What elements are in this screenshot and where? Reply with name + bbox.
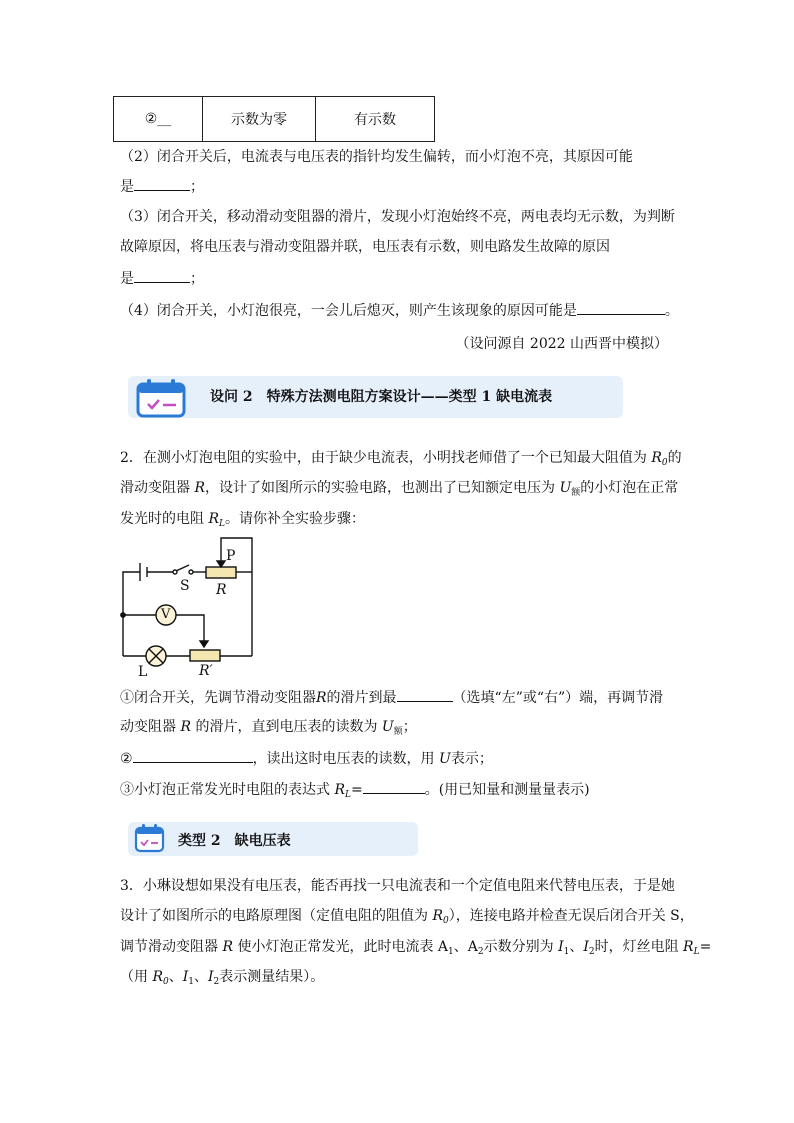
q3-line4-r0-sub: 0 — [163, 977, 169, 987]
q1-part3-end: ； — [190, 271, 204, 287]
q3-line2-text-a: 设计了如图所示的电路原理图（定值电阻的阻值为 — [120, 908, 433, 924]
q1-part2-prefix: 是 — [120, 179, 134, 195]
q3-line4-i1: I — [182, 969, 189, 985]
q2-step3-line — [120, 779, 590, 805]
q3-line4-text-d: 表示测量结果）。 — [219, 969, 325, 985]
q1-part3-blank — [134, 268, 190, 283]
q2-line2-text-a: 滑动变阻器 — [120, 480, 195, 496]
q3-line4 — [120, 967, 324, 992]
q1-part3-line2: 故障原因，将电压表与滑动变阻器并联，电压表有示数，则电路发生故障的原因 — [120, 239, 610, 255]
q2-rl-sub: L — [219, 519, 225, 529]
q2-step1-end: ； — [402, 719, 417, 735]
q2-line1 — [120, 448, 682, 473]
q2-u: U — [559, 480, 572, 496]
q1-part4-end: 。 — [664, 303, 679, 319]
q2-line1-text: 2．在测小灯泡电阻的实验中，由于缺少电流表，小明找老师借了一个已知最大阻值为 — [120, 450, 652, 466]
q3-line3-text-b: 使小灯泡正常发光，此时电流表 A — [233, 939, 449, 955]
q3-line4-i2: I — [208, 969, 214, 985]
section-title-2: 类型 2 缺电压表 — [178, 833, 291, 849]
q3-line3-text-d: 示数分别为 — [483, 939, 559, 955]
q2-step2-u: U — [439, 751, 451, 767]
result-table — [113, 96, 435, 142]
q2-step1-blank — [397, 687, 453, 702]
q2-step1-text-b: 的滑片到最 — [326, 690, 397, 706]
q2-rl: R — [208, 511, 219, 527]
q2-u-sub: 额 — [571, 488, 581, 498]
q2-step2-text-c: 表示； — [450, 751, 493, 767]
q3-line4-i2-sub: 2 — [213, 977, 220, 987]
q1-part3-line1: （3）闭合开关，移动滑动变阻器的滑片，发现小灯泡始终不亮，两电表均无示数，为判断 — [120, 209, 675, 225]
circuit-label-p: P — [226, 548, 236, 564]
q3-line2-r0: R — [432, 908, 443, 924]
q2-step1-u-sub: 额 — [393, 727, 403, 737]
q2-step3-text-c: 。(用已知量和测量量表示) — [424, 782, 590, 798]
q2-r0: R — [651, 450, 662, 466]
q3-line3-a1-sub: 1 — [448, 947, 454, 957]
table-cell-voltmeter: 有示数 — [316, 97, 435, 142]
q3-line4-i1-sub: 1 — [188, 977, 194, 987]
q2-step2-text-b: ，读出这时电压表的读数，用 — [252, 751, 440, 767]
q2-line3-text-b: 。请你补全实验步骤： — [224, 511, 365, 527]
q3-line3-r: R — [222, 939, 233, 955]
q1-part2-line2 — [120, 176, 204, 197]
section-title-1: 设问 2 特殊方法测电阻方案设计——类型 1 缺电流表 — [210, 389, 553, 405]
q2-step1-r2: R — [180, 719, 191, 735]
q2-step3-rl: R — [334, 782, 345, 798]
calendar-icon — [134, 823, 166, 853]
source-note: （设问源自 2022 山西晋中模拟） — [455, 336, 668, 352]
q2-step1-text-c: （选填“左”或“右”）端，再调节滑 — [452, 690, 664, 706]
q1-part2-blank — [134, 176, 190, 191]
q2-step3-rl-sub: L — [345, 790, 351, 800]
circuit-label-l: L — [138, 664, 148, 680]
q2-step2-blank — [133, 748, 253, 763]
q3-line3-i1: I — [558, 939, 564, 955]
q3-line3-text-f: 时，灯丝电阻 — [594, 939, 684, 955]
q2-line2-text-c: 的小灯泡在正常 — [580, 480, 679, 496]
q2-step3-blank — [363, 779, 425, 794]
circuit-label-r-prime: R′ — [199, 663, 213, 679]
circuit-label-v: V — [161, 607, 171, 622]
q2-step1-text-a: ①闭合开关，先调节滑动变阻器 — [120, 690, 316, 706]
circuit-label-r: R — [216, 582, 227, 598]
q3-line3-text-a: 调节滑动变阻器 — [120, 939, 223, 955]
q3-line3-rl: R — [683, 939, 694, 955]
q1-part3-line3 — [120, 268, 204, 289]
table-cell-ammeter: 示数为零 — [203, 97, 316, 142]
q2-step1-text-d: 动变阻器 — [120, 719, 181, 735]
q3-line1: 3．小琳设想如果没有电压表，能否再找一只电流表和一个定值电阻来代替电压表，于是她 — [120, 878, 675, 894]
table-row — [114, 97, 435, 142]
q2-line3 — [120, 509, 365, 534]
circuit-label-s: S — [180, 578, 190, 594]
q3-line3-i2: I — [583, 939, 589, 955]
q2-step1-line2 — [120, 717, 417, 742]
q2-line2-text-b: ，设计了如图所示的实验电路，也测出了已知额定电压为 — [205, 480, 560, 496]
q3-line3-text-c: 、A — [453, 939, 478, 955]
q2-step3-eq: = — [350, 782, 363, 798]
q3-line2 — [120, 906, 694, 931]
q3-line3-i2-sub: 2 — [588, 947, 595, 957]
q3-line3-i1-sub: 1 — [563, 947, 570, 957]
circuit-diagram — [118, 536, 258, 682]
q2-line2 — [120, 478, 678, 503]
q3-line2-text-b: ），连接电路并检查无误后闭合开关 S， — [448, 908, 694, 924]
q1-part2-end: ； — [190, 179, 204, 195]
q2-step1-line1 — [120, 687, 663, 708]
q1-part4-blank — [577, 300, 665, 315]
q3-line3-sep: 、 — [569, 939, 584, 955]
q2-r: R — [194, 480, 205, 496]
q2-step3-text-a: ③小灯泡正常发光时电阻的表达式 — [120, 782, 335, 798]
q2-r0-sub: 0 — [661, 458, 668, 468]
q2-step2-line — [120, 748, 493, 769]
q3-line4-text-a: （用 — [120, 969, 153, 985]
q3-line4-sep1: 、 — [168, 969, 183, 985]
q3-line3 — [120, 937, 711, 962]
table-cell-case: ②__ — [114, 97, 203, 142]
q2-step1-text-e: 的滑片，直到电压表的读数为 — [191, 719, 382, 735]
q3-line3-eq: = — [699, 939, 712, 955]
q3-line4-sep2: 、 — [194, 969, 208, 985]
q2-step1-r: R — [316, 690, 327, 706]
q2-step2-num: ② — [120, 751, 133, 767]
q1-part3-prefix: 是 — [120, 271, 134, 287]
q2-step1-u: U — [381, 719, 394, 735]
q1-part4-line — [120, 300, 679, 321]
q3-line3-rl-sub: L — [693, 947, 700, 957]
q3-line4-r0: R — [152, 969, 163, 985]
q2-line1-end: 的 — [667, 450, 682, 466]
q3-line2-r0-sub: 0 — [443, 916, 449, 926]
q3-line3-a2-sub: 2 — [477, 947, 484, 957]
q1-part4-text: （4）闭合开关，小灯泡很亮，一会儿后熄灭，则产生该现象的原因可能是 — [120, 303, 577, 319]
q2-line3-text-a: 发光时的电阻 — [120, 511, 209, 527]
calendar-icon — [136, 378, 188, 418]
q1-part2-line1: （2）闭合开关后，电流表与电压表的指针均发生偏转，而小灯泡不亮，其原因可能 — [120, 149, 633, 165]
